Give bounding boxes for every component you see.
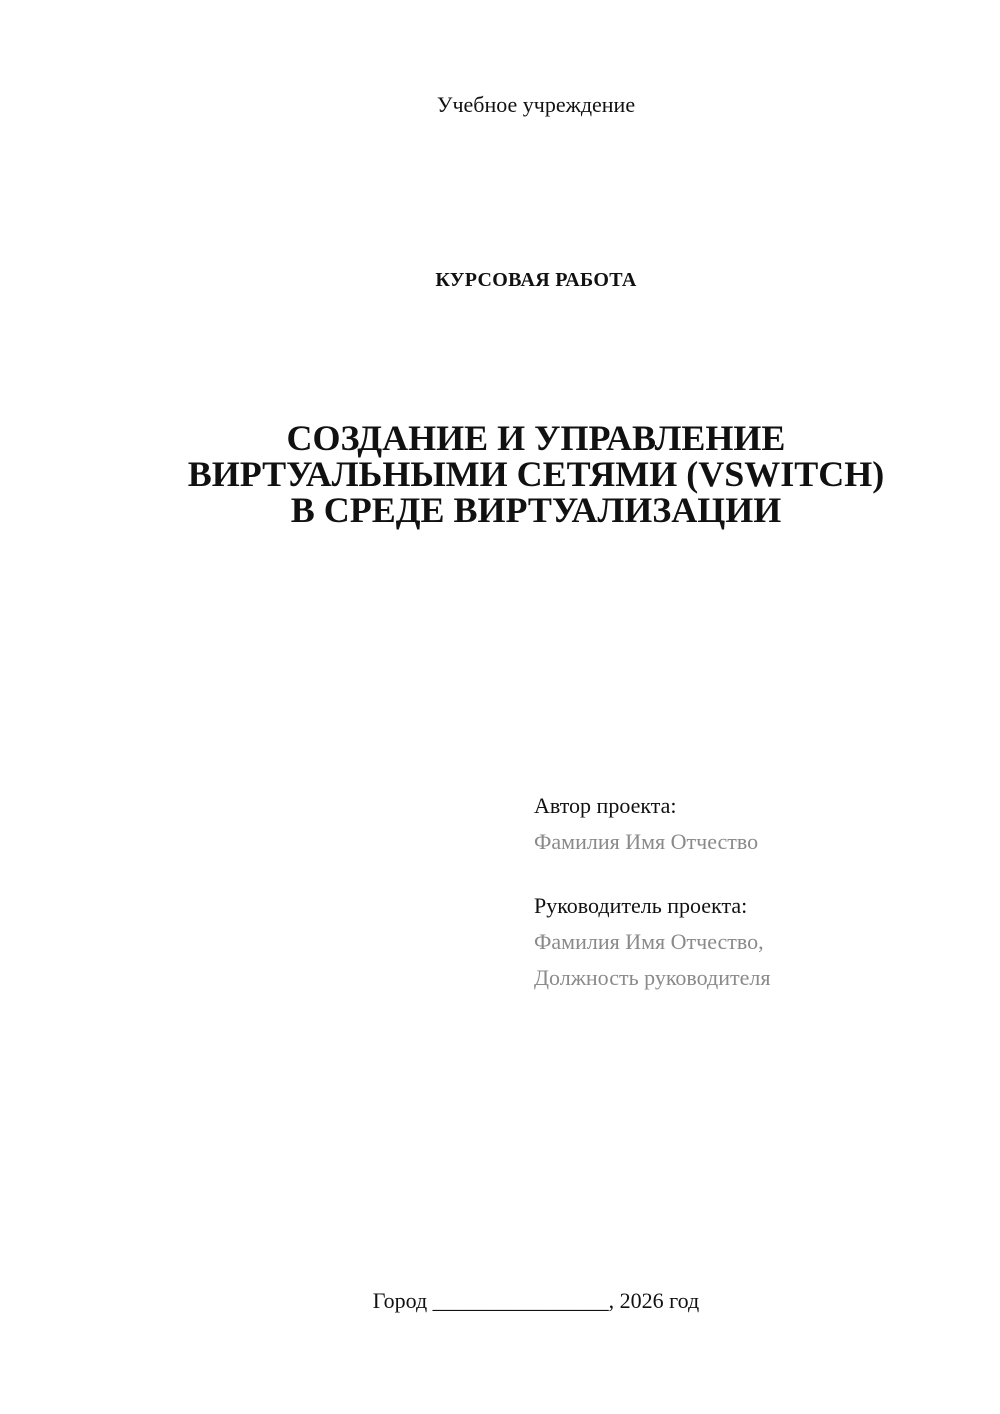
supervisor-label: Руководитель проекта: xyxy=(534,893,748,918)
author-name: Фамилия Имя Отчество xyxy=(534,829,759,854)
title-line-2: ВИРТУАЛЬНЫМИ СЕТЯМИ (VSWITCH) xyxy=(187,454,885,494)
work-type-heading: КУРСОВАЯ РАБОТА xyxy=(435,269,637,291)
supervisor-position: Должность руководителя xyxy=(534,965,771,990)
document-title xyxy=(0,420,1000,528)
spacer xyxy=(534,860,974,888)
institution-name: Учебное учреждение xyxy=(436,92,636,117)
project-info xyxy=(534,788,974,996)
author-label: Автор проекта: xyxy=(534,793,677,818)
title-line-1: СОЗДАНИЕ И УПРАВЛЕНИЕ xyxy=(286,418,786,458)
title-line-3: В СРЕДЕ ВИРТУАЛИЗАЦИИ xyxy=(290,490,782,530)
city-year-footer: Город ________________, 2026 год xyxy=(372,1288,700,1313)
supervisor-name: Фамилия Имя Отчество, xyxy=(534,929,764,954)
